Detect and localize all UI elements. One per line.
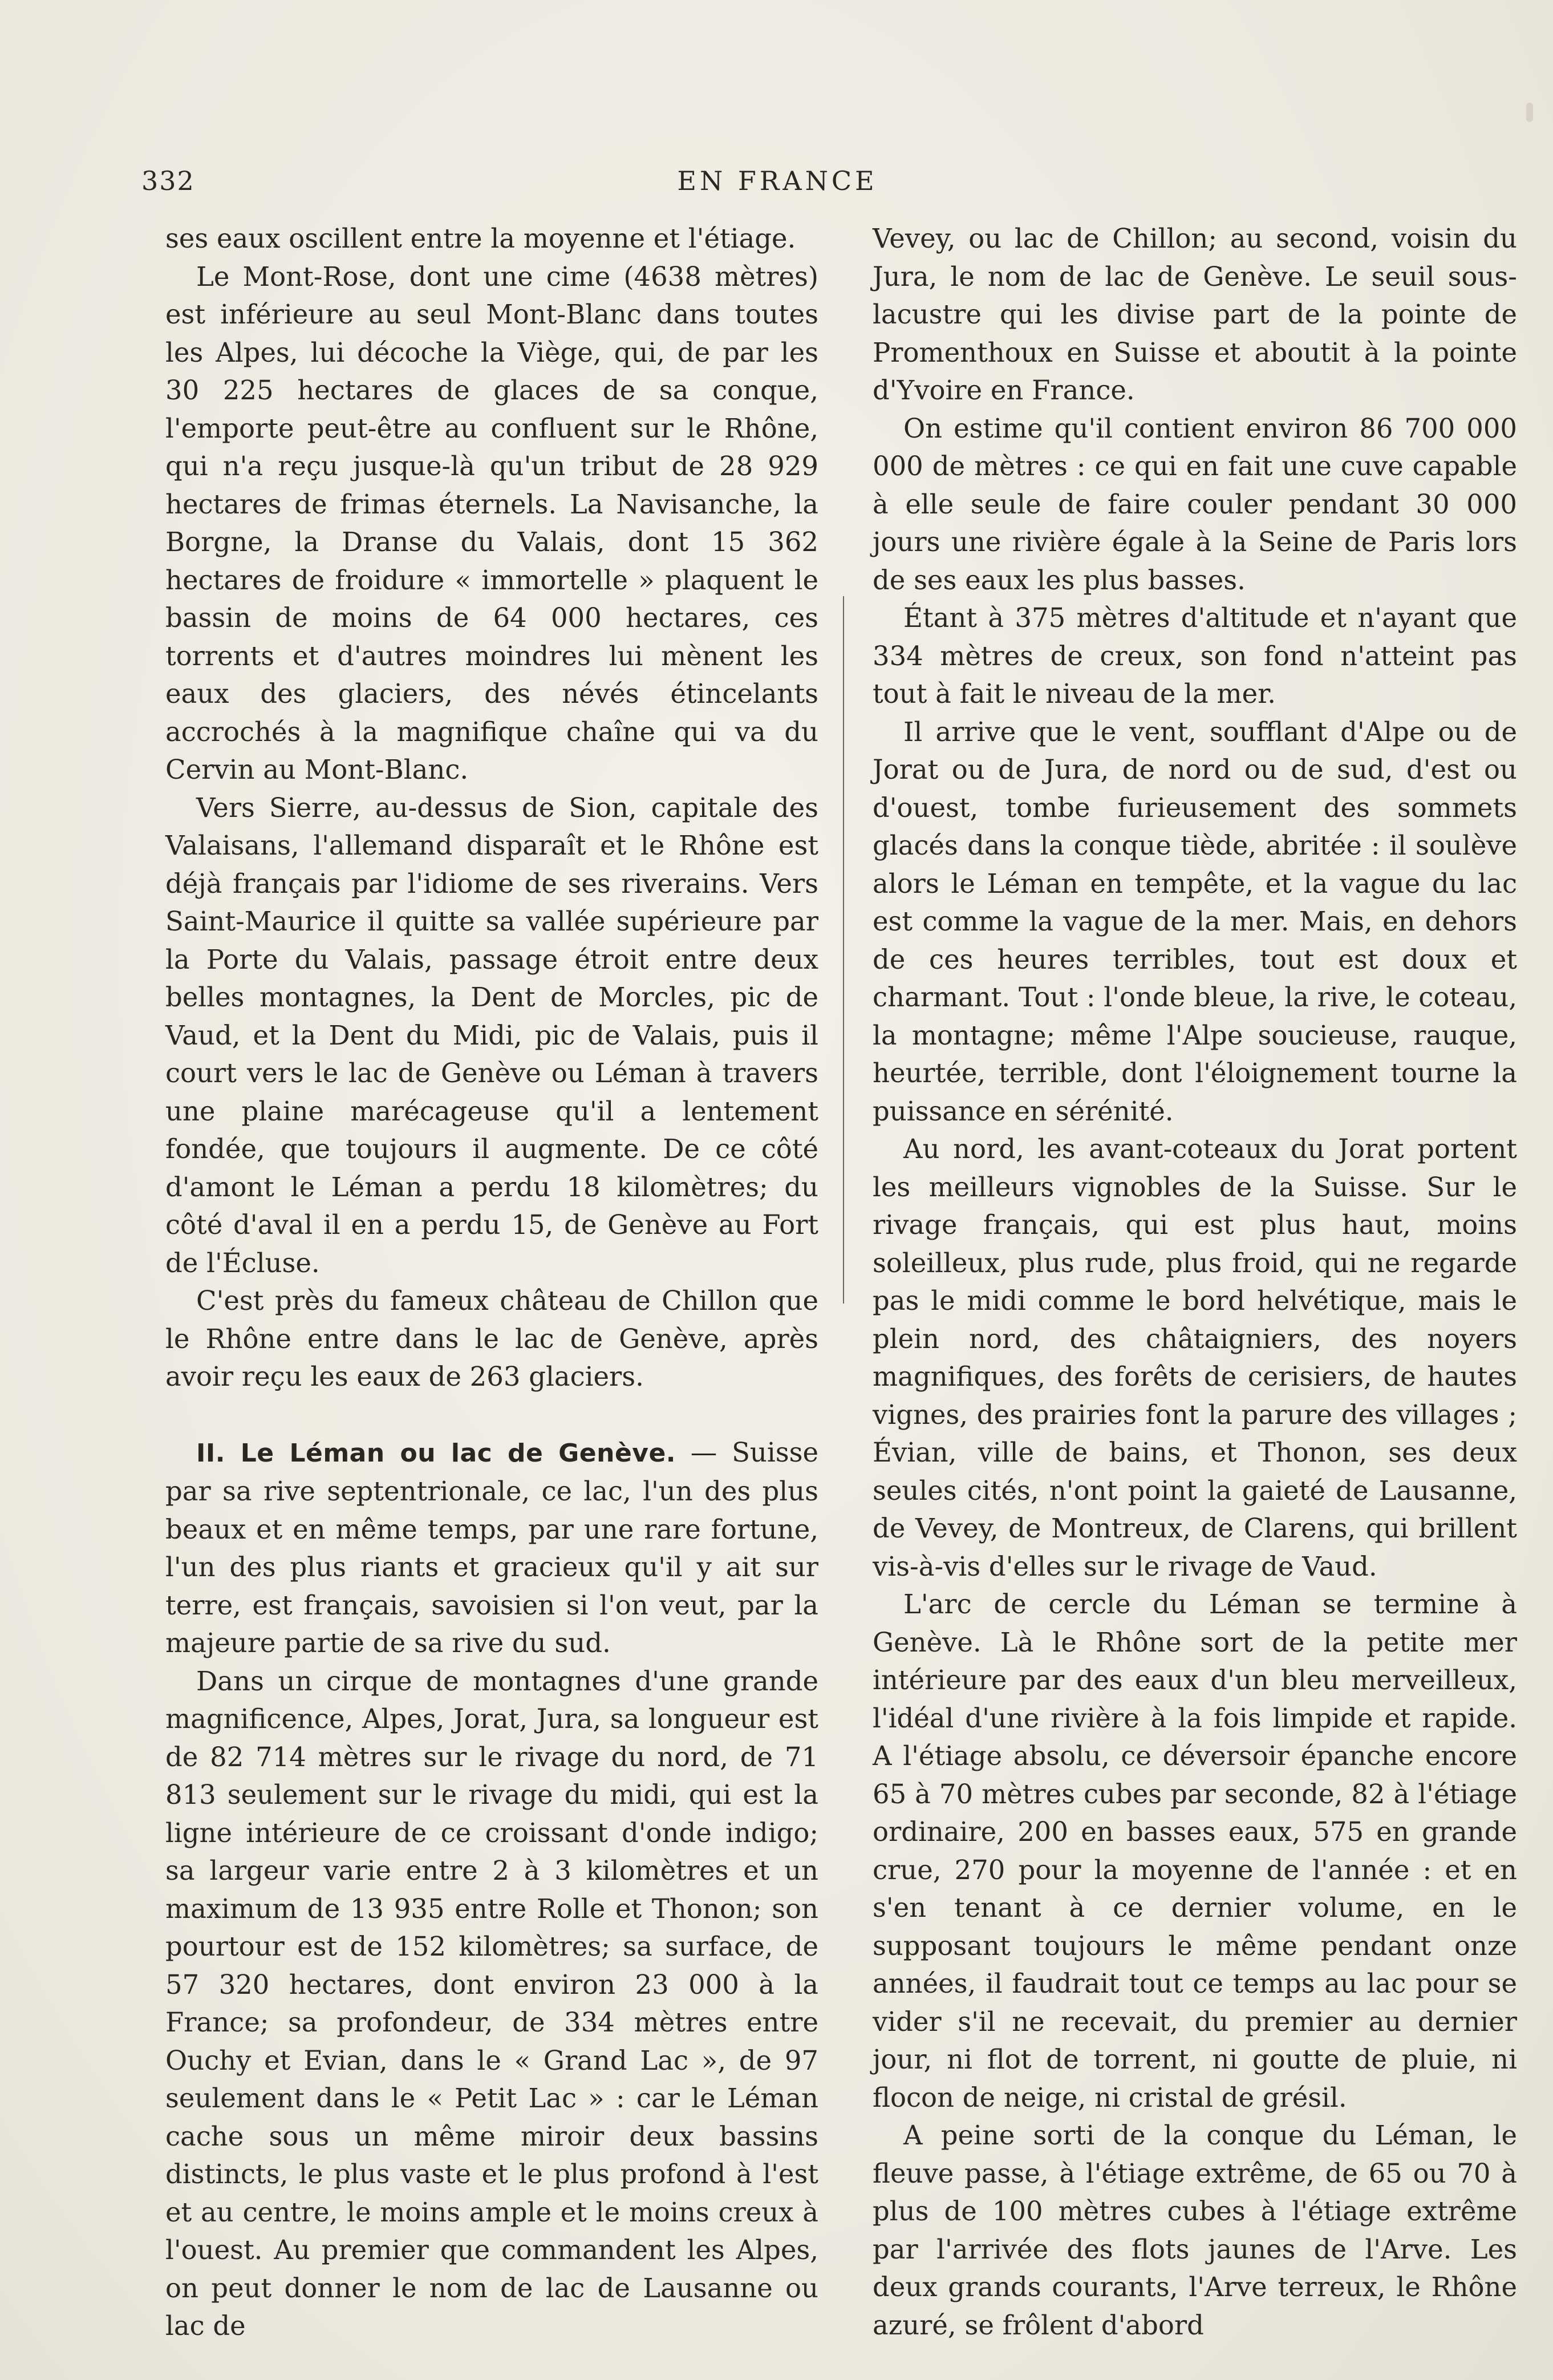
- paragraph: A peine sorti de la conque du Léman, le fleuve passe, à l'étiage extrême, de 65 ou 70 à plus de 100 mètres cubes à l'étiage extrême par l'arrivée des flots jaunes de l'Arve. Les deux grands courants, l'Arve terreux, le Rhône azuré, se frôlent d'abord: [873, 2120, 1517, 2341]
- paragraph: On estime qu'il contient environ 86 700 000 000 de mètres : ce qui en fait une cuve capable à elle seule de faire couler pendant 30 000 jours une rivière égale à la Seine de Paris lors de ses eaux les plus basses.: [873, 412, 1517, 596]
- right-column: [873, 220, 1517, 2344]
- running-title: EN FRANCE: [677, 165, 878, 196]
- section-text: — Suisse par sa rive septentrionale, ce lac, l'un des plus beaux et en même temps, par une rare fortune, l'un des plus riants et gracieux qu'il y ait sur terre, est français, savoisien si l'on veut, par la majeure partie de sa rive du sud.: [165, 1436, 818, 1658]
- paragraph: L'arc de cercle du Léman se termine à Genève. Là le Rhône sort de la petite mer intérieure par des eaux d'un bleu merveilleux, l'idéal d'une rivière à la fois limpide et rapide. A l'étiage absolu, ce déversoir épanche encore 65 à 70 mètres cubes par seconde, 82 à l'étiage ordinaire, 200 en basses eaux, 575 en grande crue, 270 pour la moyenne de l'année : et en s'en tenant à ce dernier volume, en le supposant toujours le même pendant onze années, il faudrait tout ce temps au lac pour se vider s'il ne recevait, du premier au dernier jour, ni flot de torrent, ni goutte de pluie, ni flocon de neige, ni cristal de grésil.: [873, 1589, 1517, 2113]
- paragraph: Il arrive que le vent, soufflant d'Alpe ou de Jorat ou de Jura, de nord ou de sud, d'est ou d'ouest, tombe furieusement des sommets glacés dans la conque tiède, abritée : il soulève alors le Léman en tempête, et la vague du lac est comme la vague de la mer. Mais, en dehors de ces heures terribles, tout est doux et charmant. Tout : l'onde bleue, la rive, le coteau, la montagne; même l'Alpe soucieuse, rauque, heurtée, terrible, dont l'éloignement tourne la puissance en sérénité.: [873, 716, 1517, 1127]
- paragraph: Le Mont-Rose, dont une cime (4638 mètres) est inférieure au seul Mont-Blanc dans toutes les Alpes, lui décoche la Viège, qui, de par les 30 225 hectares de glaces de sa conque, l'emporte peut-être au confluent sur le Rhône, qui n'a reçu jusque-là qu'un tribut de 28 929 hectares de frimas éternels. La Navisanche, la Borgne, la Dranse du Valais, dont 15 362 hectares de froidure « immortelle » plaquent le bassin de moins de 64 000 hectares, ces torrents et d'autres moindres lui mènent les eaux des glaciers, des névés étincelants accrochés à la magnifique chaîne qui va du Cervin au Mont-Blanc.: [165, 261, 818, 785]
- section-heading: II. Le Léman ou lac de Genève.: [196, 1438, 676, 1468]
- paragraph: ses eaux oscillent entre la moyenne et l'étiage.: [165, 223, 796, 254]
- left-column: [165, 220, 818, 2345]
- section-paragraph: [165, 1434, 818, 1662]
- paper-smudge: [1526, 103, 1533, 122]
- paragraph: C'est près du fameux château de Chillon que le Rhône entre dans le lac de Genève, après avoir reçu les eaux de 263 glaciers.: [165, 1285, 818, 1392]
- paragraph: Étant à 375 mètres d'altitude et n'ayant que 334 mètres de creux, son fond n'atteint pas tout à fait le niveau de la mer.: [873, 602, 1517, 709]
- page-number: 332: [141, 165, 195, 196]
- paragraph: Vers Sierre, au-dessus de Sion, capitale des Valaisans, l'allemand disparaît et le Rhône est déjà français par l'idiome de ses riverains. Vers Saint-Maurice il quitte sa vallée supérieure par la Porte du Valais, passage étroit entre deux belles montagnes, la Dent de Morcles, pic de Vaud, et la Dent du Midi, pic de Valais, puis il court vers le lac de Genève ou Léman à travers une plaine marécageuse qu'il a lentement fondée, que toujours il augmente. De ce côté d'amont le Léman a perdu 18 kilomètres; du côté d'aval il en a perdu 15, de Genève au Fort de l'Écluse.: [165, 792, 818, 1278]
- column-rule: [843, 596, 844, 1304]
- page-header: [141, 165, 1413, 205]
- paragraph: Dans un cirque de montagnes d'une grande magnificence, Alpes, Jorat, Jura, sa longueur est de 82 714 mètres sur le rivage du nord, de 71 813 seulement sur le rivage du midi, qui est la ligne intérieure de ce croissant d'onde indigo; sa largeur varie entre 2 à 3 kilomètres et un maximum de 13 935 entre Rolle et Thonon; son pourtour est de 152 kilomètres; sa surface, de 57 320 hectares, dont environ 23 000 à la France; sa profondeur, de 334 mètres entre Ouchy et Evian, dans le « Grand Lac », de 97 seulement dans le « Petit Lac » : car le Léman cache sous un même miroir deux bassins distincts, le plus vaste et le plus profond à l'est et au centre, le moins ample et le moins creux à l'ouest. Au premier que commandent les Alpes, on peut donner le nom de lac de Lausanne ou lac de: [165, 1665, 818, 2341]
- paragraph: Vevey, ou lac de Chillon; au second, voisin du Jura, le nom de lac de Genève. Le seuil sous-lacustre qui les divise part de la pointe de Promenthoux en Suisse et aboutit à la pointe d'Yvoire en France.: [873, 223, 1517, 406]
- paragraph: Au nord, les avant-coteaux du Jorat portent les meilleurs vignobles de la Suisse. Sur le rivage français, qui est plus haut, moins soleilleux, plus rude, plus froid, qui ne regarde pas le midi comme le bord helvétique, mais le plein nord, des châtaigniers, des noyers magnifiques, des forêts de cerisiers, de hautes vignes, des prairies font la parure des villages ; Évian, ville de bains, et Thonon, ses deux seules cités, n'ont point la gaieté de Lausanne, de Vevey, de Montreux, de Clarens, qui brillent vis-à-vis d'elles sur le rivage de Vaud.: [873, 1134, 1517, 1582]
